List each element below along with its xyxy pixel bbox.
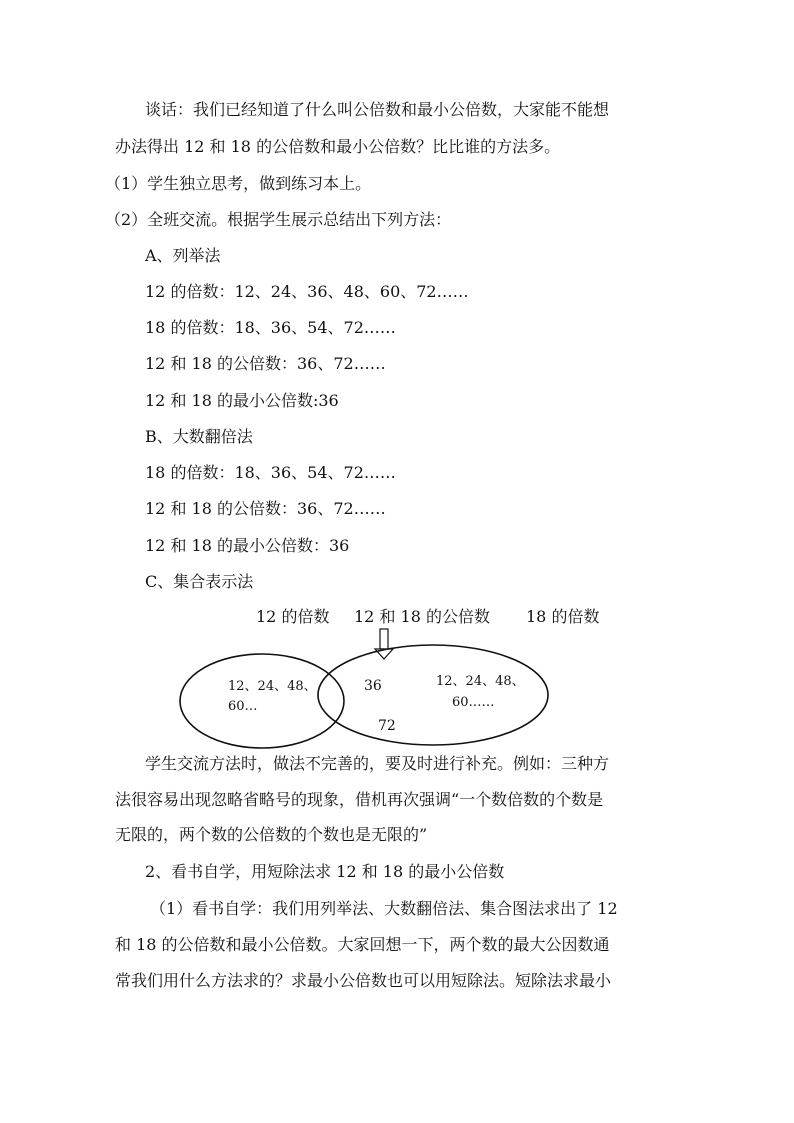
method-a-line: 12 的倍数：12、24、36、48、60、72…… [145,282,469,301]
method-a-line: 12 和 18 的最小公倍数:36 [145,391,339,410]
method-b-line: 12 和 18 的公倍数：36、72…… [145,499,386,518]
method-a-title: A、列举法 [145,246,221,265]
venn-right-values: 12、24、48、 [436,674,525,689]
method-a-line: 12 和 18 的公倍数：36、72…… [145,354,386,373]
venn-intersection-value: 72 [378,718,396,734]
followup-line: 学生交流方法时，做法不完善的，要及时进行补充。例如：三种方 [145,754,610,773]
venn-right-values: 60…… [452,695,495,710]
method-c-title: C、集合表示法 [145,572,254,591]
down-arrow-icon [375,629,393,659]
venn-left-values: 12、24、48、 [228,679,317,694]
section-2-title: 2、看书自学，用短除法求 12 和 18 的最小公倍数 [145,862,505,881]
followup-line: 无限的，两个数的公倍数的个数也是无限的” [115,825,428,844]
step-1: （1）学生独立思考，做到练习本上。 [105,174,372,193]
venn-diagram [170,600,620,755]
right-set-ellipse [318,645,548,745]
intro-line-1: 谈话：我们已经知道了什么叫公倍数和最小公倍数，大家能不能想 [145,100,610,119]
intro-line-2: 办法得出 12 和 18 的公倍数和最小公倍数？比比谁的方法多。 [115,137,561,156]
section-2-line: 常我们用什么方法求的？求最小公倍数也可以用短除法。短除法求最小 [115,971,612,990]
venn-label-right: 18 的倍数 [526,607,600,626]
section-2-line: （1）看书自学：我们用列举法、大数翻倍法、集合图法求出了 12 [150,899,618,918]
followup-line: 法很容易出现忽略省略号的现象，借机再次强调“一个数倍数的个数是 [115,790,604,809]
method-b-line: 18 的倍数：18、36、54、72…… [145,463,396,482]
venn-label-left: 12 的倍数 [256,607,330,626]
method-a-line: 18 的倍数：18、36、54、72…… [145,318,396,337]
method-b-line: 12 和 18 的最小公倍数：36 [145,536,350,555]
venn-intersection-value: 36 [364,678,382,694]
step-2: （2）全班交流。根据学生展示总结出下列方法： [105,210,452,229]
venn-left-values: 60… [228,699,258,714]
venn-label-middle: 12 和 18 的公倍数 [354,607,490,626]
section-2-line: 和 18 的公倍数和最小公倍数。大家回想一下，两个数的最大公因数通 [115,935,610,954]
method-b-title: B、大数翻倍法 [145,427,253,446]
